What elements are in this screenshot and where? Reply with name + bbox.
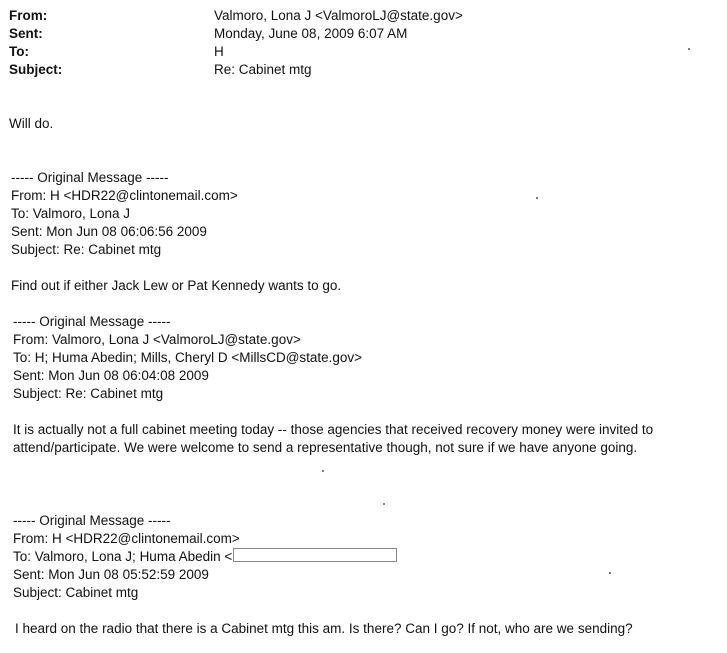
message-body: Find out if either Jack Lew or Pat Kennedy wants to go.: [11, 278, 342, 293]
message-sent: Sent: Mon Jun 08 06:04:08 2009: [13, 368, 209, 383]
header-sent-label: Sent:: [9, 26, 43, 41]
message-subject: Subject: Re: Cabinet mtg: [11, 242, 162, 257]
message-body: I heard on the radio that there is a Cabinet mtg this am. Is there? Can I go? If not, who are we sending?: [15, 621, 633, 636]
header-from-value: Valmoro, Lona J <ValmoroLJ@state.gov>: [214, 8, 463, 23]
reply-body: Will do.: [9, 116, 54, 131]
header-sent-value: Monday, June 08, 2009 6:07 AM: [214, 26, 408, 41]
message-to: To: Valmoro, Lona J; Huma Abedin <: [13, 549, 233, 564]
message-sent: Sent: Mon Jun 08 06:06:56 2009: [11, 224, 207, 239]
scan-speck: [609, 572, 611, 574]
message-subject: Subject: Cabinet mtg: [13, 585, 139, 600]
message-from: From: H <HDR22@clintonemail.com>: [11, 188, 238, 203]
message-from: From: Valmoro, Lona J <ValmoroLJ@state.gov>: [13, 332, 301, 347]
message-subject: Subject: Re: Cabinet mtg: [13, 386, 164, 401]
message-to-row: [13, 548, 397, 566]
message-body-line-2: attend/participate. We were welcome to send a representative though, not sure if we have anyone going.: [13, 440, 638, 455]
header-to-value: H: [214, 44, 224, 59]
message-body-line-1: It is actually not a full cabinet meeting today -- those agencies that received recovery money were invited to: [13, 422, 654, 437]
message-to: To: Valmoro, Lona J: [11, 206, 131, 221]
redaction-box: [233, 548, 397, 562]
header-subject-value: Re: Cabinet mtg: [214, 62, 312, 77]
header-to-label: To:: [9, 44, 29, 59]
message-divider: ----- Original Message -----: [11, 170, 169, 185]
scan-speck: [536, 197, 538, 199]
message-from: From: H <HDR22@clintonemail.com>: [13, 531, 240, 546]
message-divider: ----- Original Message -----: [13, 513, 171, 528]
scan-speck: [383, 503, 385, 505]
header-from-label: From:: [9, 8, 48, 23]
message-divider: ----- Original Message -----: [13, 314, 171, 329]
message-sent: Sent: Mon Jun 08 05:52:59 2009: [13, 567, 209, 582]
message-to: To: H; Huma Abedin; Mills, Cheryl D <MillsCD@state.gov>: [13, 350, 363, 365]
scan-speck: [688, 48, 690, 50]
scan-speck: [322, 470, 324, 472]
header-subject-label: Subject:: [9, 62, 63, 77]
